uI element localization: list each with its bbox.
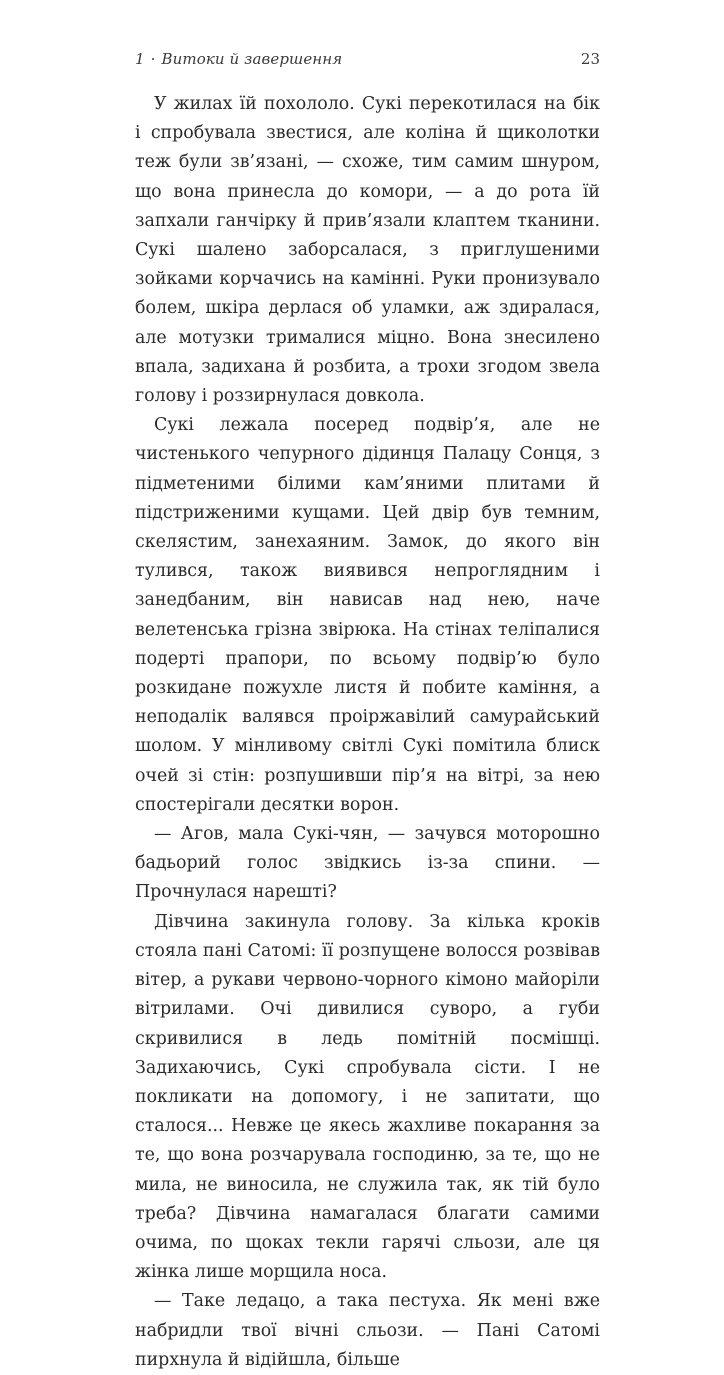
chapter-heading [135, 50, 342, 68]
paragraph: Сукі лежала посеред подвір’я, але не чистенького чепурного дідинця Палацу Сонця, з підметеними білими кам’яними плитами й підстриженими кущами. Цей двір був темним, скелястим, занехаяним. Замок, до якого він тулився, також виявився непроглядним і занедбаним, він нависав над нею, наче велетенська грізна звірюка. На стінах теліпалися подерті прапори, по всьому подвір’ю було розкидане пожухле листя й побите каміння, а неподалік валявся проіржавілий самурайський шолом. У мінливому світлі Сукі помітила блиск очей зі стін: розпушивши пір’я на вітрі, за нею спостерігали десятки ворон. [135, 415, 600, 815]
paragraph: — Таке ледацо, а така пестуха. Як мені вже набридли твої вічні сльози. — Пані Сатомі пирхнула й відійшла, більше [135, 1291, 600, 1370]
running-header [135, 50, 600, 74]
chapter-title: Витоки й завершення [161, 50, 343, 68]
paragraph: — Агов, мала Сукі-чян, — зачувся моторошно бадьорий голос звідкись із-за спини. — Прочнулася нарешті? [135, 824, 600, 903]
paragraph: Дівчина закинула голову. За кілька кроків стояла пані Сатомі: її розпущене волосся розвівав вітер, а рукави червоно-чорного кімоно майоріли вітрилами. Очі дивилися суворо, а губи скривилися в ледь помітній посмішці. Задихаючись, Сукі спробувала сісти. І не покликати на допомогу, і не запитати, що сталося... Невже це якесь жахливе покарання за те, що вона розчарувала господиню, за те, що не мила, не виносила, не служила так, як тій було треба? Дівчина намагалася благати самими очима, по щоках текли гарячі сльози, але ця жінка лише морщила носа. [135, 911, 600, 1283]
page-number: 23 [580, 50, 600, 68]
chapter-number: 1 [135, 50, 145, 68]
body-text [135, 90, 600, 1375]
chapter-separator: · [150, 50, 156, 68]
paragraph: У жилах їй похололо. Сукі перекотилася на бік і спробувала звестися, але коліна й щиколотки теж були зв’язані, — схоже, тим самим шнуром, що вона принесла до комори, — а до рота їй запхали ганчірку й прив’язали клаптем тканини. Сукі шалено заборсалася, з приглушеними зойками корчачись на камінні. Руки пронизувало болем, шкіра дерлася об уламки, аж здиралася, але мотузки трималися міцно. Вона знесилено впала, задихана й розбита, а трохи згодом звела голову і роззирнулася довкола. [135, 94, 600, 407]
